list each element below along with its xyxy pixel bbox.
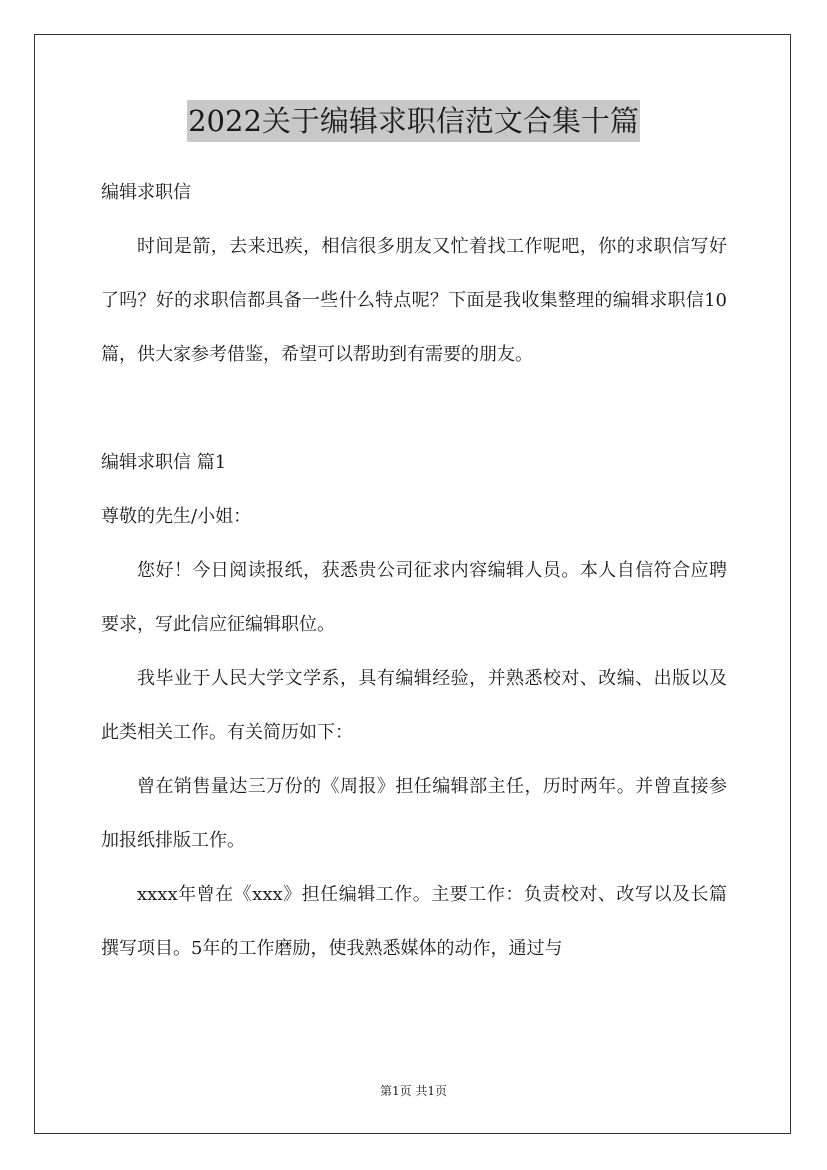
document-body xyxy=(101,166,727,976)
title-container xyxy=(0,100,827,142)
document-title: 2022关于编辑求职信范文合集十篇 xyxy=(187,100,640,142)
section-heading: 编辑求职信 xyxy=(101,182,191,203)
page-footer xyxy=(0,1083,827,1099)
paragraph-gap xyxy=(101,382,727,436)
salutation: 尊敬的先生/小姐： xyxy=(101,506,252,527)
body-paragraph: 我毕业于人民大学文学系，具有编辑经验，并熟悉校对、改编、出版以及此类相关工作。有关简历如下： xyxy=(101,668,727,743)
body-paragraph: xxxx年曾在《xxx》担任编辑工作。主要工作：负责校对、改写以及长篇撰写项目。5年的工作磨励，使我熟悉媒体的动作，通过与 xyxy=(101,884,727,959)
intro-paragraph: 时间是箭，去来迅疾，相信很多朋友又忙着找工作呢吧，你的求职信写好了吗？好的求职信都具备一些什么特点呢？下面是我收集整理的编辑求职信10篇，供大家参考借鉴，希望可以帮助到有需要的朋友。 xyxy=(101,236,727,365)
page-number: 第1页 共1页 xyxy=(379,1084,448,1098)
body-paragraph: 曾在销售量达三万份的《周报》担任编辑部主任，历时两年。并曾直接参加报纸排版工作。 xyxy=(101,776,727,851)
body-paragraph: 您好！今日阅读报纸，获悉贵公司征求内容编辑人员。本人自信符合应聘要求，写此信应征编辑职位。 xyxy=(101,560,727,635)
letter-heading: 编辑求职信 篇1 xyxy=(101,452,227,473)
